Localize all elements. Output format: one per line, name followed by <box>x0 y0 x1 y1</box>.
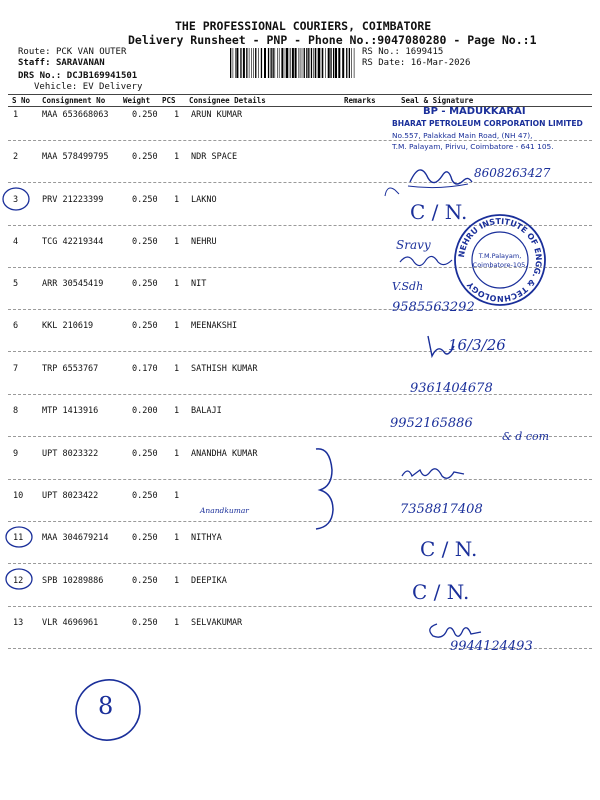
vehicle-value: EV Delivery <box>82 82 143 92</box>
row-consignment: TCG 42219344 <box>42 237 104 247</box>
row-weight: 0.250 <box>132 491 158 501</box>
row-weight: 0.250 <box>132 449 158 459</box>
row-pcs: 1 <box>174 110 180 120</box>
row-11-circle <box>6 527 32 547</box>
row-pcs: 1 <box>174 576 180 586</box>
rs-no-value: 1699415 <box>405 47 444 57</box>
row-consignee: ARUN KUMAR <box>191 110 243 120</box>
handwritten-sig-row5: V.Sdh <box>392 280 424 293</box>
row-consignment: TRP 6553767 <box>42 364 99 374</box>
handwritten-cn-row3: C / N. <box>410 200 468 224</box>
row-weight: 0.250 <box>132 237 158 247</box>
row-sno: 11 <box>13 533 24 543</box>
handwritten-note-row8: & d com <box>502 430 550 443</box>
row-sno: 12 <box>13 576 24 586</box>
row-consignee: SATHISH KUMAR <box>191 364 258 374</box>
row-weight: 0.170 <box>132 364 158 374</box>
col-consignee: Consignee Details <box>189 96 266 105</box>
row-consignee: NITHYA <box>191 533 222 543</box>
row-weight: 0.250 <box>132 152 158 162</box>
row-sno: 7 <box>13 364 19 374</box>
handwritten-cn-row12: C / N. <box>412 580 470 604</box>
row-weight: 0.250 <box>132 279 158 289</box>
bp-stamp-line4: T.M. Palayam, Pirivu, Coimbatore - 641 105. <box>392 142 554 151</box>
row-pcs: 1 <box>174 618 180 628</box>
company-title: THE PROFESSIONAL COURIERS, COIMBATORE <box>175 19 432 33</box>
row-weight: 0.200 <box>132 406 158 416</box>
row-weight: 0.250 <box>132 110 158 120</box>
drs-value: DCJB169941501 <box>66 71 138 81</box>
row-sno: 10 <box>13 491 24 501</box>
row-pcs: 1 <box>174 449 180 459</box>
row-pcs: 1 <box>174 364 180 374</box>
row-12-circle <box>6 569 32 589</box>
row-consignment: KKL 210619 <box>42 321 94 331</box>
handwritten-cn-row11: C / N. <box>420 537 478 561</box>
nehru-round-stamp <box>452 212 548 308</box>
row-consignee: SELVAKUMAR <box>191 618 243 628</box>
row-sno: 8 <box>13 406 19 416</box>
handwritten-sig-row4: Sravy <box>396 238 431 252</box>
row-sno: 13 <box>13 618 24 628</box>
row-consignee: MEENAKSHI <box>191 321 238 331</box>
col-weight: Weight <box>123 96 151 105</box>
staff-label: Staff: <box>18 58 51 68</box>
col-seal-signature: Seal & Signature <box>401 96 474 105</box>
vehicle-label: Vehicle: <box>34 82 78 92</box>
handwritten-phone-row2: 8608263427 <box>474 166 551 180</box>
row-pcs: 1 <box>174 279 180 289</box>
bp-stamp-line3: No.557, Palakkad Main Road, (NH 47), <box>392 131 533 140</box>
drs-label: DRS No.: <box>18 71 62 81</box>
row-pcs: 1 <box>174 321 180 331</box>
route-label: Route: <box>18 47 51 57</box>
handwritten-phone-row5: 9585563292 <box>392 300 475 315</box>
nehru-ring-text: NEHRU INSTITUTE OF ENGG. & TECHNOLOGY <box>456 216 544 304</box>
row-consignment: UPT 8023422 <box>42 491 99 501</box>
row-weight: 0.250 <box>132 576 158 586</box>
row-sno: 9 <box>13 449 19 459</box>
runsheet-subtitle: Delivery Runsheet - PNP - Phone No.:9047080280 - Page No.:1 <box>128 33 537 47</box>
handwritten-name-row10: Anandkumar <box>200 506 249 515</box>
row-consignee: ANANDHA KUMAR <box>191 449 258 459</box>
row-consignment: PRV 21223399 <box>42 195 104 205</box>
handwritten-phone-row8: 9952165886 <box>390 416 473 431</box>
row-pcs: 1 <box>174 406 180 416</box>
row-sno: 1 <box>13 110 19 120</box>
row-3-circle <box>3 188 29 210</box>
row-sno: 4 <box>13 237 19 247</box>
row-consignee: NDR SPACE <box>191 152 238 162</box>
signature-row9 <box>400 462 470 484</box>
row-consignment: VLR 4696961 <box>42 618 99 628</box>
handwritten-phone-row7: 9361404678 <box>410 381 493 396</box>
row-weight: 0.250 <box>132 618 158 628</box>
nehru-center-line2: Coimbatore-105. <box>472 261 528 269</box>
row-pcs: 1 <box>174 533 180 543</box>
handwritten-phone-row13: 9944124493 <box>450 639 533 654</box>
row-pcs: 1 <box>174 237 180 247</box>
row-consignee: NIT <box>191 279 207 289</box>
rs-date-label: RS Date: <box>362 58 406 68</box>
col-sno: S No <box>12 96 31 105</box>
brace-mark <box>316 449 333 529</box>
signature-row4-scribble <box>398 252 458 268</box>
row-weight: 0.250 <box>132 195 158 205</box>
row-sno: 3 <box>13 195 19 205</box>
row-pcs: 1 <box>174 195 180 205</box>
row-consignee: LAKNO <box>191 195 217 205</box>
row-consignment: MAA 653668063 <box>42 110 109 120</box>
row-pcs: 1 <box>174 491 180 501</box>
rs-date-value: 16-Mar-2026 <box>410 58 471 68</box>
page-circle-number: 8 <box>98 692 114 720</box>
handwritten-phone-row10: 7358817408 <box>400 502 483 517</box>
bp-stamp-line2: BHARAT PETROLEUM CORPORATION LIMITED <box>392 119 583 128</box>
row-consignment: UPT 8023322 <box>42 449 99 459</box>
row-sno: 6 <box>13 321 19 331</box>
row-consignee: NEHRU <box>191 237 217 247</box>
col-pcs: PCS <box>162 96 176 105</box>
bp-stamp-line1: BP - MADUKKARAI <box>423 106 526 117</box>
row-consignment: MAA 578499795 <box>42 152 109 162</box>
col-remarks: Remarks <box>344 96 376 105</box>
staff-value: SARAVANAN <box>55 58 105 68</box>
row-consignment: SPB 10289886 <box>42 576 104 586</box>
rs-no-label: RS No.: <box>362 47 400 57</box>
col-consignment: Consignment No <box>42 96 106 105</box>
row-weight: 0.250 <box>132 321 158 331</box>
row-pcs: 1 <box>174 152 180 162</box>
row-consignment: MAA 304679214 <box>42 533 109 543</box>
handwritten-date-row6: 16/3/26 <box>448 336 506 354</box>
row-sno: 2 <box>13 152 19 162</box>
scribble-mark <box>385 188 399 196</box>
row-consignment: MTP 1413916 <box>42 406 99 416</box>
row-sno: 5 <box>13 279 19 289</box>
row-weight: 0.250 <box>132 533 158 543</box>
route-value: PCK VAN OUTER <box>55 47 127 57</box>
signature-row2 <box>405 162 475 192</box>
nehru-center-line1: T.M.Palayam, <box>478 252 522 260</box>
row-consignment: ARR 30545419 <box>42 279 104 289</box>
signature-row13 <box>425 618 495 640</box>
row-consignee: BALAJI <box>191 406 222 416</box>
row-consignee: DEEPIKA <box>191 576 227 586</box>
